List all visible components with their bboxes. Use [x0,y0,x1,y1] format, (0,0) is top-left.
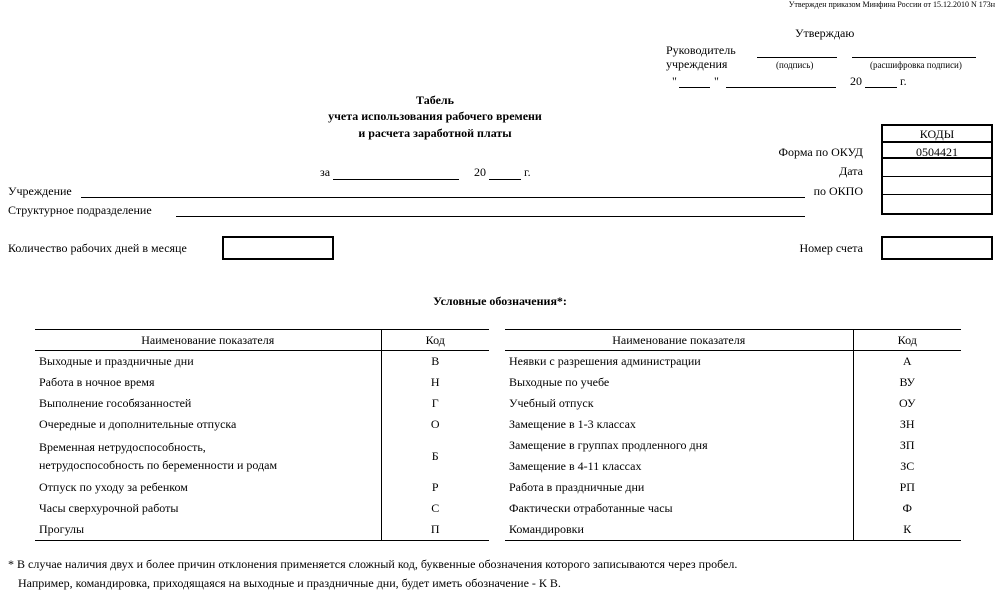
doc-title-line2: учета использования рабочего времени [328,109,542,123]
signature-line[interactable] [757,57,837,58]
period-prefix: за [320,165,331,179]
indicator-name: Работа в праздничные дни [509,480,645,494]
work-days-label: Количество рабочих дней в месяце [8,241,187,255]
period-year-line[interactable] [489,179,521,180]
indicator-name: Отпуск по уходу за ребенком [39,480,188,494]
legend-table-right [505,329,961,541]
footnote-line2: Например, командировка, приходящаяся на выходные и праздничные дни, будет иметь обозначение - К В. [18,576,561,590]
indicator-name: Неявки с разрешения администрации [509,354,701,368]
indicator-code: А [853,351,961,373]
indicator-name: Командировки [505,519,853,541]
col-code-header: Код [853,330,961,351]
table-row [35,498,489,519]
indicator-name: Выходные и праздничные дни [39,354,194,368]
period-year-prefix: 20 [474,165,486,179]
approval-note: Утвержден приказом Минфина России от 15.12.2010 N 173н [788,0,995,9]
indicator-code: Н [381,372,489,393]
indicator-code: Г [381,393,489,414]
indicator-name: Замещение в 1-3 классах [509,417,636,431]
account-label: Номер счета [799,241,863,255]
codes-header: КОДЫ [919,127,955,141]
indicator-name: Фактически отработанные часы [509,501,673,515]
okud-value: 0504421 [881,141,993,159]
indicator-name: Очередные и дополнительные отпуска [39,417,237,431]
codes-table [881,124,993,215]
indicator-name: Часы сверхурочной работы [39,501,179,515]
indicator-name: Выходные по учебе [509,375,610,389]
footnote-line1: * В случае наличия двух и более причин отклонения применяется сложный код, буквенные обозначения которого записываются через пробел. [8,557,738,571]
indicator-name: Выполнение гособязанностей [39,396,192,410]
doc-title-line1: Табель [416,93,454,107]
indicator-name: Замещение в группах продленного дня [509,438,708,452]
table-row [505,435,961,456]
legend-title: Условные обозначения*: [433,294,567,308]
indicator-name: Работа в ночное время [39,375,155,389]
indicator-name-cont: нетрудоспособность по беременности и родам [39,457,278,472]
approve-day-line[interactable] [679,87,710,88]
indicator-code: Б [381,435,489,477]
quote-close: " [714,74,719,88]
indicator-code: В [381,351,489,373]
legend-table-left [35,329,489,541]
indicator-name: Прогулы [35,519,381,541]
period-year-suffix: г. [524,165,531,179]
table-row [505,519,961,541]
indicator-code: Ф [853,498,961,519]
col-code-header: Код [381,330,489,351]
table-row [505,456,961,477]
period-month-line[interactable] [333,179,459,180]
head-label-1: Руководитель [666,43,736,57]
table-row [35,372,489,393]
table-row [35,519,489,541]
signature-caption: (подпись) [776,60,814,70]
okpo-label: по ОКПО [813,184,863,198]
doc-title-line3: и расчета заработной платы [358,126,512,140]
col-name-header: Наименование показателя [505,330,853,351]
approve-year-suffix: г. [900,74,907,88]
head-label-2: учреждения [666,57,728,71]
decoding-caption: (расшифровка подписи) [870,60,962,70]
indicator-code: К [853,519,961,541]
subdivision-line[interactable] [176,216,805,217]
table-row [35,393,489,414]
indicator-code: П [381,519,489,541]
okud-label: Форма по ОКУД [778,145,863,159]
indicator-code: Р [381,477,489,498]
table-row [505,393,961,414]
approve-year-prefix: 20 [850,74,862,88]
table-row [35,414,489,435]
table-row [35,351,489,373]
table-row [505,372,961,393]
table-row [35,477,489,498]
indicator-code: ЗН [853,414,961,435]
date-label: Дата [839,164,863,178]
table-row [505,477,961,498]
approve-title: Утверждаю [795,26,855,40]
indicator-code: ВУ [853,372,961,393]
indicator-code: ЗС [853,456,961,477]
table-row [35,435,489,477]
decoding-line[interactable] [852,57,976,58]
indicator-code: РП [853,477,961,498]
approve-month-line[interactable] [726,87,836,88]
okpo-cell[interactable] [883,176,991,194]
indicator-code: С [381,498,489,519]
indicator-name-multiline [35,435,381,477]
subdivision-label: Структурное подразделение [8,203,152,217]
work-days-box[interactable] [222,236,334,260]
indicator-name: Замещение в 4-11 классах [509,459,642,473]
account-box[interactable] [881,236,993,260]
approve-year-line[interactable] [865,87,897,88]
extra-code-cell[interactable] [883,194,991,213]
col-name-header: Наименование показателя [35,330,381,351]
table-row [505,351,961,373]
table-row [505,498,961,519]
indicator-name: Временная нетрудоспособность, [39,439,206,454]
institution-label: Учреждение [8,184,72,198]
table-row [505,414,961,435]
indicator-code: ЗП [853,435,961,456]
indicator-code: ОУ [853,393,961,414]
institution-line[interactable] [81,197,805,198]
indicator-name: Учебный отпуск [509,396,594,410]
quote-open: " [672,74,677,88]
indicator-code: О [381,414,489,435]
